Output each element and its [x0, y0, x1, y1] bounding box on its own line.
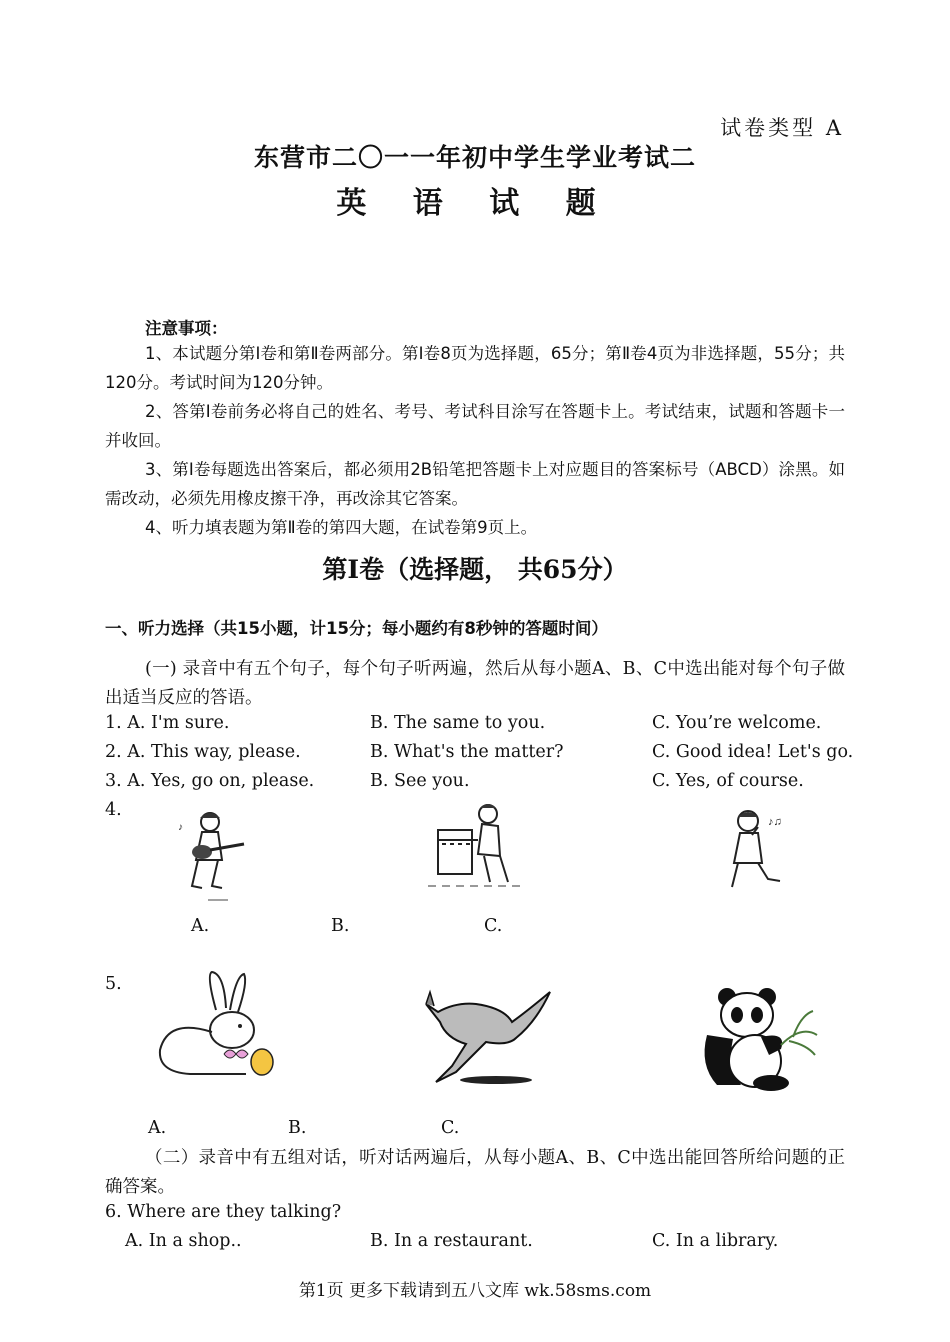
question-row-2: [105, 742, 854, 771]
kangaroo-picture: [416, 982, 556, 1086]
q2-option-a: 2. A. This way, please.: [105, 742, 301, 762]
q2-option-c: C. Good idea! Let's go.: [652, 742, 854, 762]
q6-option-c: C. In a library.: [652, 1231, 779, 1251]
panda-picture: [697, 985, 819, 1091]
q4-number: 4.: [105, 800, 122, 820]
q6-option-b: B. In a restaurant.: [370, 1231, 533, 1251]
q2-option-b: B. What's the matter?: [370, 742, 564, 762]
notice-list: [105, 339, 845, 542]
notice-item: 3、第Ⅰ卷每题选出答案后，都必须用2B铅笔把答题卡上对应题目的答案标号（ABCD）涂黑。如需改动，必须先用橡皮擦干净，再改涂其它答案。: [105, 460, 845, 508]
q3-option-c: C. Yes, of course.: [652, 771, 804, 791]
question-row-1: [105, 713, 850, 742]
q4-label-a: A.: [191, 916, 210, 936]
q4-label-b: B.: [331, 916, 350, 936]
guitar-player-picture: [172, 808, 252, 904]
q6-option-a: A. In a shop..: [125, 1231, 242, 1251]
q6-options-row: [105, 1231, 850, 1260]
q6-question-row: [105, 1202, 850, 1231]
sub1-instruction-text: (一) 录音中有五个句子，每个句子听两遍，然后从每小题A、B、C中选出能对每个句子做出适当反应的答语。: [105, 659, 845, 708]
q3-option-b: B. See you.: [370, 771, 470, 791]
rabbit-picture: [150, 970, 282, 1082]
notice-item: 2、答第Ⅰ卷前务必将自己的姓名、考号、考试科目涂写在答题卡上。考试结束，试题和答题卡一并收回。: [105, 402, 845, 450]
svg-text:♪: ♪: [178, 822, 183, 833]
notice-item: 1、本试题分第Ⅰ卷和第Ⅱ卷两部分。第Ⅰ卷8页为选择题，65分；第Ⅱ卷4页为非选择题，55分；共120分。考试时间为120分钟。: [105, 344, 845, 392]
q1-option-a: 1. A. I'm sure.: [105, 713, 230, 733]
paper-type-label: 试卷类型 A: [720, 116, 844, 140]
q5-label-c: C.: [441, 1118, 460, 1138]
q1-option-c: C. You’re welcome.: [652, 713, 822, 733]
sub2-instruction-text: （二）录音中有五组对话，听对话两遍后，从每小题A、B、C中选出能回答所给问题的正确答案。: [105, 1148, 845, 1197]
sub1-instruction: [105, 655, 845, 713]
question-row-3: [105, 771, 850, 800]
section1-title: 一、听力选择（共15小题，计15分；每小题约有8秒钟的答题时间）: [105, 619, 608, 638]
q5-number: 5.: [105, 974, 122, 994]
q3-option-a: 3. A. Yes, go on, please.: [105, 771, 315, 791]
svg-text:♪♫: ♪♫: [768, 816, 782, 828]
page-footer: 第1页 更多下载请到五八文库 wk.58sms.com: [298, 1281, 652, 1301]
piano-player-picture: [428, 800, 524, 890]
q6-question: 6. Where are they talking?: [105, 1202, 342, 1222]
q5-label-b: B.: [288, 1118, 307, 1138]
part1-title: 第Ⅰ卷（选择题， 共65分）: [322, 555, 628, 584]
q1-option-b: B. The same to you.: [370, 713, 546, 733]
exam-title: 东营市二〇一一年初中学生学业考试二: [253, 143, 696, 172]
notice-item: 4、听力填表题为第Ⅱ卷的第四大题，在试卷第9页上。: [145, 518, 538, 537]
singer-picture: [722, 805, 794, 895]
sub2-instruction: [105, 1144, 845, 1202]
q4-label-c: C.: [484, 916, 503, 936]
notice-heading: 注意事项：: [145, 319, 228, 338]
subject-title: 英 语 试 题: [336, 186, 614, 221]
q5-label-a: A.: [148, 1118, 167, 1138]
